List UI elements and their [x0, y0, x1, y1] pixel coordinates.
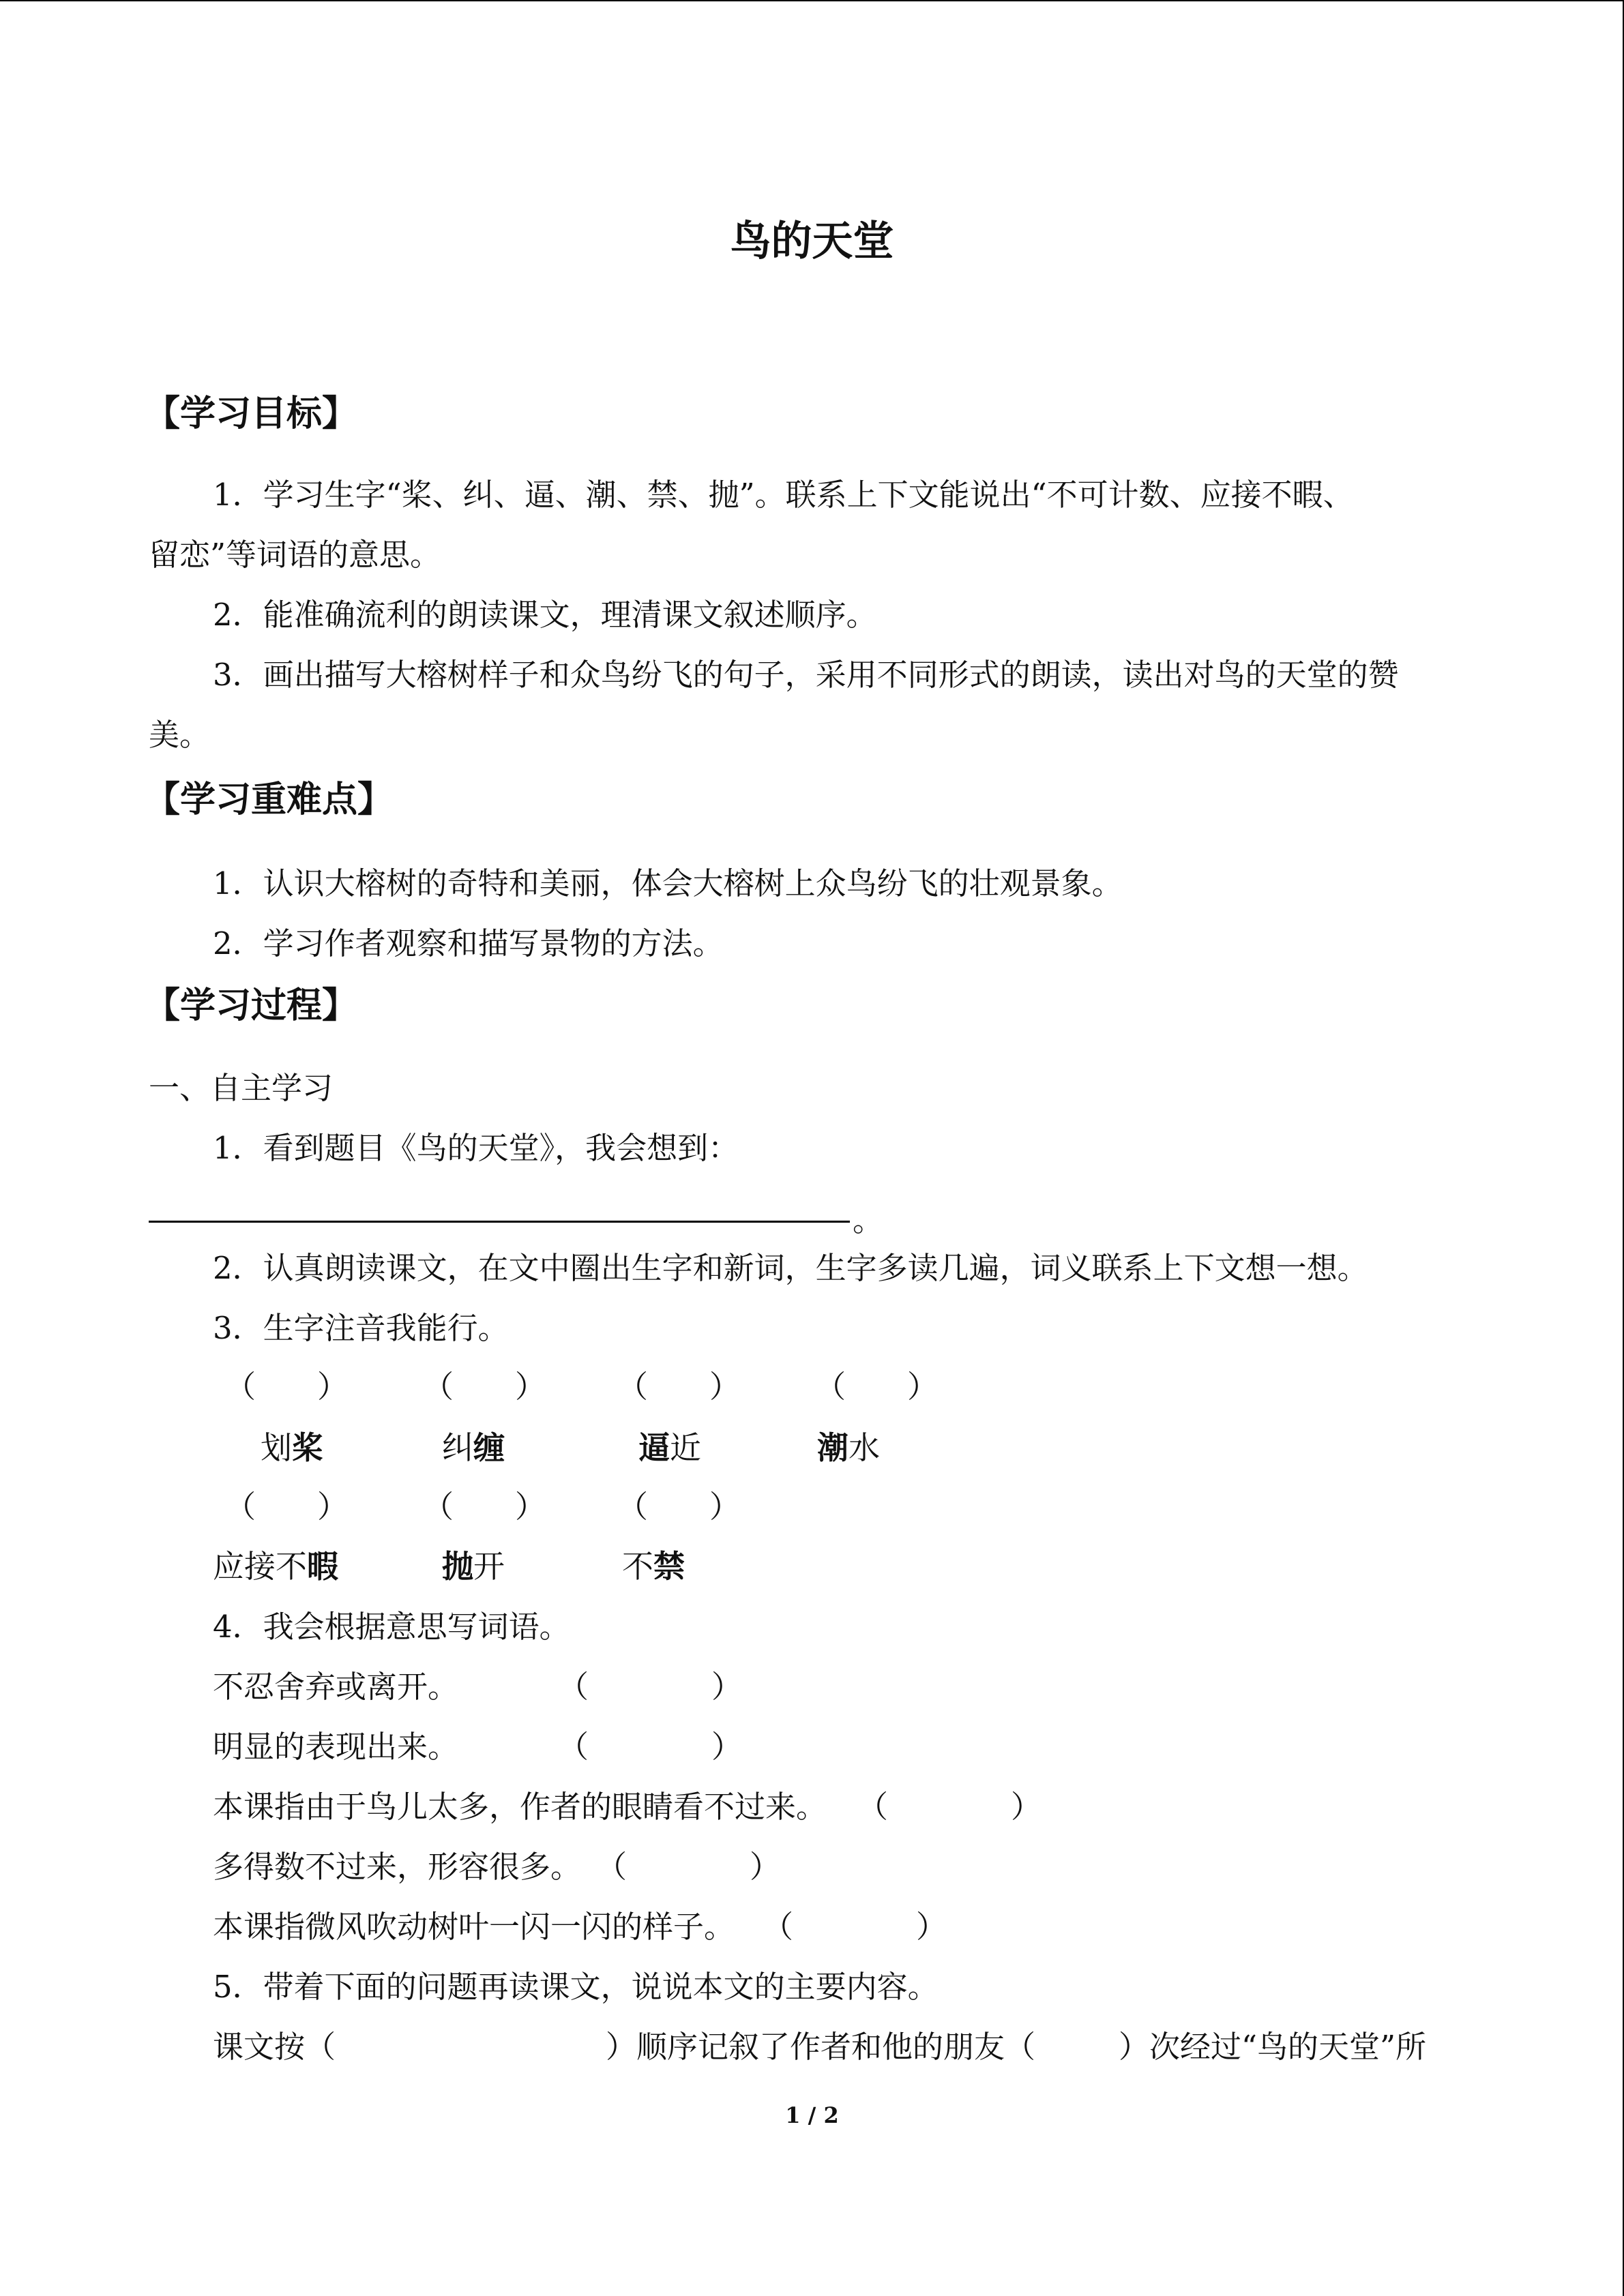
word-answer-blank[interactable]: （ ） — [558, 1729, 743, 1765]
pinyin-blank[interactable]: （ ） — [423, 1369, 546, 1405]
subheading-self-study: 一、自主学习 — [149, 1070, 334, 1106]
objective-line: 留恋”等词语的意思。 — [149, 537, 441, 573]
pinyin-blank[interactable]: （ ） — [815, 1369, 939, 1405]
heading-process: 【学习过程】 — [145, 985, 358, 1026]
q5-fill-part: 课文按（ — [213, 2029, 336, 2065]
objective-line: 2．能准确流利的朗读课文，理清课文叙述顺序。 — [213, 597, 877, 633]
key-point-line: 2．学习作者观察和描写景物的方法。 — [213, 925, 724, 961]
answer-blank-line[interactable] — [149, 1221, 850, 1223]
q5-fill-part: ）次经过“鸟的天堂”所 — [1119, 2029, 1427, 2065]
definition-line: 本课指由于鸟儿太多，作者的眼睛看不过来。 — [213, 1789, 827, 1825]
definition-line: 本课指微风吹动树叶一闪一闪的样子。 — [213, 1909, 735, 1945]
pinyin-blank[interactable]: （ ） — [617, 1369, 741, 1405]
definition-line: 多得数不过来，形容很多。 — [213, 1849, 582, 1885]
objective-line: 3．画出描写大榕树样子和众鸟纷飞的句子，采用不同形式的朗读，读出对鸟的天堂的赞 — [213, 657, 1399, 693]
heading-key-points: 【学习重难点】 — [145, 779, 394, 820]
q5-fill-part: ）顺序记叙了作者和他的朋友（ — [606, 2029, 1036, 2065]
vocab-word: 抛开 — [442, 1548, 505, 1585]
vocab-word: 潮水 — [817, 1429, 880, 1466]
pinyin-blank[interactable]: （ ） — [225, 1369, 349, 1405]
key-point-line: 1．认识大榕树的奇特和美丽，体会大榕树上众鸟纷飞的壮观景象。 — [213, 865, 1123, 901]
pinyin-blank[interactable]: （ ） — [225, 1489, 349, 1525]
word-answer-blank[interactable]: （ ） — [596, 1849, 781, 1885]
question-4: 4．我会根据意思写词语。 — [213, 1609, 570, 1645]
vocab-word: 逼近 — [638, 1429, 701, 1466]
question-3: 3．生字注音我能行。 — [213, 1310, 509, 1346]
word-answer-blank[interactable]: （ ） — [857, 1789, 1042, 1825]
word-answer-blank[interactable]: （ ） — [558, 1669, 743, 1705]
heading-objectives: 【学习目标】 — [145, 393, 358, 434]
objective-line: 1．学习生字“桨、纠、逼、潮、禁、抛”。联系上下文能说出“不可计数、应接不暇、 — [213, 477, 1354, 513]
vocab-word: 纠缠 — [442, 1429, 505, 1466]
page-number: 1 / 2 — [785, 2102, 839, 2128]
definition-line: 不忍舍弃或离开。 — [213, 1669, 459, 1705]
objective-line: 美。 — [149, 717, 211, 753]
word-answer-blank[interactable]: （ ） — [763, 1909, 947, 1945]
answer-blank-period: 。 — [853, 1202, 884, 1238]
question-5: 5．带着下面的问题再读课文，说说本文的主要内容。 — [213, 1969, 939, 2005]
pinyin-blank[interactable]: （ ） — [423, 1489, 546, 1525]
page-title: 鸟的天堂 — [730, 218, 894, 265]
definition-line: 明显的表现出来。 — [213, 1729, 459, 1765]
vocab-word: 不禁 — [622, 1548, 685, 1585]
question-2: 2．认真朗读课文，在文中圈出生字和新词，生字多读几遍，词义联系上下文想一想。 — [213, 1250, 1368, 1286]
question-1: 1．看到题目《鸟的天堂》，我会想到： — [213, 1130, 739, 1166]
pinyin-blank[interactable]: （ ） — [617, 1489, 741, 1525]
vocab-word: 划桨 — [261, 1429, 323, 1466]
vocab-word: 应接不暇 — [213, 1548, 338, 1585]
